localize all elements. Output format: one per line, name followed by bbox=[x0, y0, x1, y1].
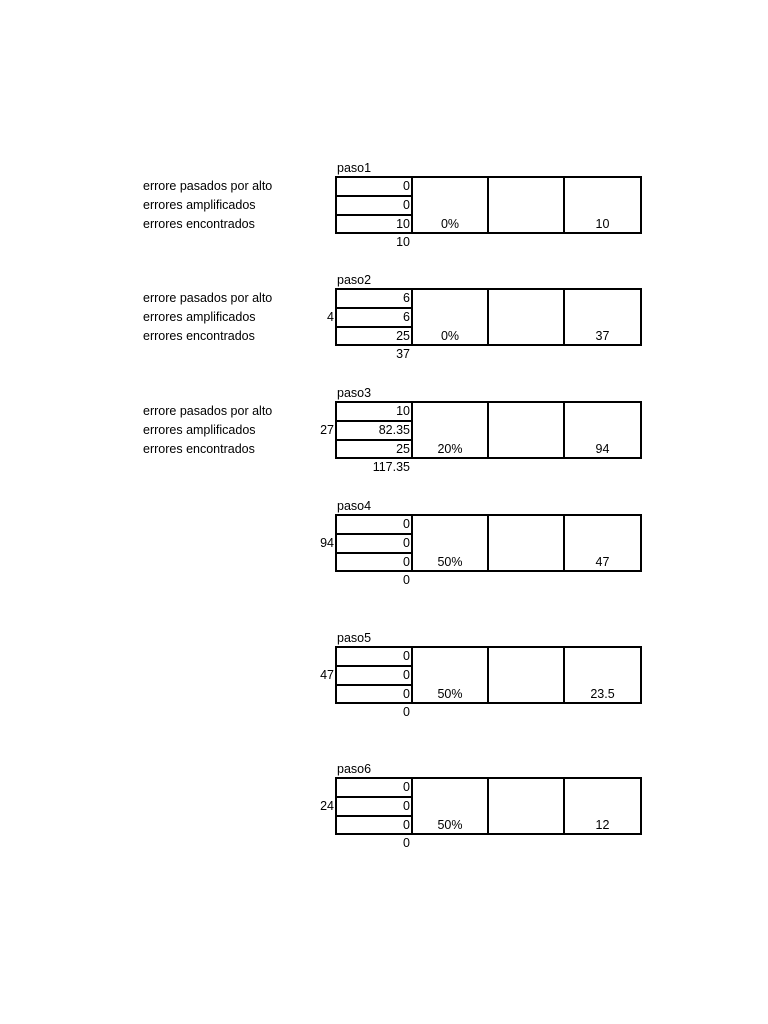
result-value: 94 bbox=[595, 442, 610, 456]
percent-value: 50% bbox=[437, 555, 463, 569]
label-amplified-errors: errores amplificados bbox=[143, 423, 256, 437]
empty-cell bbox=[487, 176, 565, 234]
percent-value: 20% bbox=[437, 442, 463, 456]
step-grid bbox=[335, 176, 642, 234]
overlooked-value: 0 bbox=[403, 517, 410, 531]
label-overlooked-errors: errore pasados por alto bbox=[143, 291, 273, 305]
step-grid bbox=[335, 401, 642, 459]
row-divider bbox=[335, 307, 413, 309]
row-divider bbox=[335, 796, 413, 798]
found-value: 0 bbox=[403, 555, 410, 569]
amplified-value: 6 bbox=[403, 310, 410, 324]
row-divider bbox=[335, 665, 413, 667]
side-value: 24 bbox=[320, 799, 334, 813]
overlooked-value: 0 bbox=[403, 780, 410, 794]
found-value: 10 bbox=[396, 217, 410, 231]
result-value: 23.5 bbox=[590, 687, 615, 701]
empty-cell bbox=[487, 646, 565, 704]
step-title: paso6 bbox=[337, 762, 372, 776]
result-value: 12 bbox=[595, 818, 610, 832]
amplified-value: 82.35 bbox=[378, 423, 410, 437]
row-divider bbox=[335, 420, 413, 422]
label-amplified-errors: errores amplificados bbox=[143, 198, 256, 212]
found-value: 25 bbox=[396, 329, 410, 343]
label-amplified-errors: errores amplificados bbox=[143, 310, 256, 324]
side-value: 4 bbox=[327, 310, 334, 324]
overlooked-value: 10 bbox=[396, 404, 410, 418]
step-grid bbox=[335, 646, 642, 704]
label-found-errors: errores encontrados bbox=[143, 329, 255, 343]
step-total: 117.35 bbox=[372, 460, 410, 474]
percent-value: 0% bbox=[440, 329, 460, 343]
step-title: paso4 bbox=[337, 499, 372, 513]
found-value: 0 bbox=[403, 687, 410, 701]
side-value: 47 bbox=[320, 668, 334, 682]
row-divider bbox=[335, 195, 413, 197]
step-grid bbox=[335, 288, 642, 346]
amplified-value: 0 bbox=[403, 198, 410, 212]
step-total: 37 bbox=[396, 347, 410, 361]
step-total: 0 bbox=[403, 573, 410, 587]
label-found-errors: errores encontrados bbox=[143, 442, 255, 456]
amplified-value: 0 bbox=[403, 799, 410, 813]
step-title: paso1 bbox=[337, 161, 372, 175]
row-divider bbox=[335, 214, 413, 216]
percent-value: 50% bbox=[437, 818, 463, 832]
row-divider bbox=[335, 815, 413, 817]
label-found-errors: errores encontrados bbox=[143, 217, 255, 231]
result-value: 47 bbox=[595, 555, 610, 569]
result-value: 37 bbox=[595, 329, 610, 343]
overlooked-value: 6 bbox=[403, 291, 410, 305]
label-overlooked-errors: errore pasados por alto bbox=[143, 404, 273, 418]
result-value: 10 bbox=[595, 217, 610, 231]
percent-value: 0% bbox=[440, 217, 460, 231]
step-title: paso3 bbox=[337, 386, 372, 400]
step-total: 10 bbox=[396, 235, 410, 249]
row-divider bbox=[335, 326, 413, 328]
step-title: paso2 bbox=[337, 273, 372, 287]
row-divider bbox=[335, 552, 413, 554]
empty-cell bbox=[487, 514, 565, 572]
side-value: 27 bbox=[320, 423, 334, 437]
percent-value: 50% bbox=[437, 687, 463, 701]
step-title: paso5 bbox=[337, 631, 372, 645]
step-grid bbox=[335, 777, 642, 835]
row-divider bbox=[335, 684, 413, 686]
step-total: 0 bbox=[403, 705, 410, 719]
empty-cell bbox=[487, 401, 565, 459]
found-value: 25 bbox=[396, 442, 410, 456]
side-value: 94 bbox=[320, 536, 334, 550]
amplified-value: 0 bbox=[403, 668, 410, 682]
amplified-value: 0 bbox=[403, 536, 410, 550]
overlooked-value: 0 bbox=[403, 649, 410, 663]
row-divider bbox=[335, 439, 413, 441]
empty-cell bbox=[487, 288, 565, 346]
overlooked-value: 0 bbox=[403, 179, 410, 193]
empty-cell bbox=[487, 777, 565, 835]
step-grid bbox=[335, 514, 642, 572]
step-total: 0 bbox=[403, 836, 410, 850]
label-overlooked-errors: errore pasados por alto bbox=[143, 179, 273, 193]
row-divider bbox=[335, 533, 413, 535]
found-value: 0 bbox=[403, 818, 410, 832]
